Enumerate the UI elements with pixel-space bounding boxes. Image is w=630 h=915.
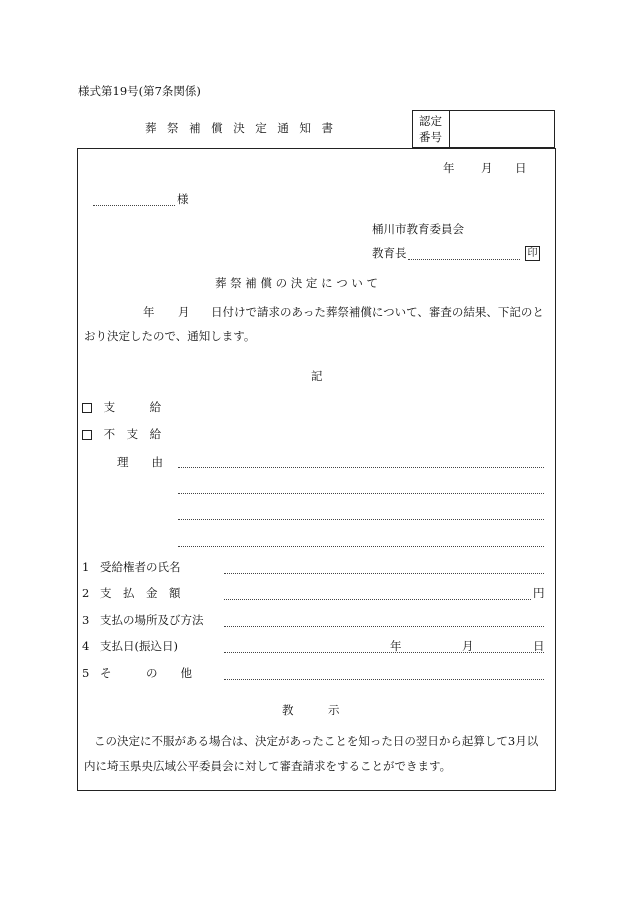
body-line2: おり決定したので、通知します。 [84, 329, 256, 343]
item-1-label: 受給権者の氏名 [100, 560, 181, 574]
reason-line-3[interactable] [178, 519, 544, 520]
kyoji-line2: 内に埼玉県央広域公平委員会に対して審査請求をすることができます。 [84, 759, 452, 773]
ki-heading: 記 [311, 369, 323, 383]
item-2-number: 2 [82, 586, 90, 600]
sender-title: 教育長 [372, 246, 407, 260]
pay-date-month: 月 [462, 639, 474, 653]
item-5-number: 5 [82, 666, 90, 680]
sender-name-blank[interactable] [408, 259, 520, 260]
item-4-blank[interactable] [224, 652, 544, 653]
issue-date-day: 日 [515, 161, 527, 175]
reason-label: 理 由 [117, 455, 163, 469]
item-3-label: 支払の場所及び方法 [100, 613, 204, 627]
item-1-blank[interactable] [224, 573, 544, 574]
item-3-number: 3 [82, 613, 90, 627]
cert-box-divider [449, 111, 450, 147]
addressee-blank[interactable] [93, 205, 175, 206]
reason-line-1[interactable] [178, 467, 544, 468]
item-2-blank[interactable] [224, 599, 531, 600]
option-pay-label: 支 給 [103, 400, 162, 414]
option-no-pay[interactable] [82, 429, 161, 441]
item-2-suffix: 円 [533, 586, 545, 600]
certification-number-box [412, 110, 555, 148]
sender-org: 桶川市教育委員会 [372, 222, 464, 236]
kyoji-heading: 教 示 [282, 703, 340, 717]
issue-date-month: 月 [481, 161, 493, 175]
option-pay[interactable] [82, 402, 161, 414]
item-1-number: 1 [82, 560, 90, 574]
checkbox-pay[interactable] [82, 403, 92, 413]
kyoji-line1: この決定に不服がある場合は、決定があったことを知った日の翌日から起算して3月以 [94, 734, 539, 748]
item-3-blank[interactable] [224, 626, 544, 627]
addressee-suffix: 様 [177, 192, 189, 206]
cert-label-line1: 認定 [419, 114, 442, 128]
reason-line-2[interactable] [178, 493, 544, 494]
cert-label-line2: 番号 [419, 130, 442, 144]
body-month: 月 [178, 305, 190, 319]
pay-date-day: 日 [533, 639, 545, 653]
item-4-label: 支払日(振込日) [100, 639, 178, 653]
item-2-label: 支 払 金 額 [100, 586, 181, 600]
pay-date-year: 年 [390, 639, 402, 653]
notice-body-frame [77, 148, 556, 791]
item-4-number: 4 [82, 639, 90, 653]
issue-date-year: 年 [443, 161, 455, 175]
seal-mark: 印 [525, 246, 540, 261]
checkbox-no-pay[interactable] [82, 430, 92, 440]
option-no-pay-label: 不 支 給 [103, 427, 162, 441]
body-line1: 日付けで請求のあった葬祭補償について、審査の結果、下記のと [211, 305, 544, 319]
item-5-label: そ の 他 [100, 666, 192, 680]
subject-line: 葬 祭 補 償 の 決 定 に つ い て [215, 276, 379, 290]
body-year: 年 [143, 305, 155, 319]
reason-line-4[interactable] [178, 546, 544, 547]
document-title: 葬 祭 補 償 決 定 通 知 書 [145, 121, 337, 135]
form-number: 様式第19号(第7条関係) [78, 84, 201, 98]
item-5-blank[interactable] [224, 679, 544, 680]
